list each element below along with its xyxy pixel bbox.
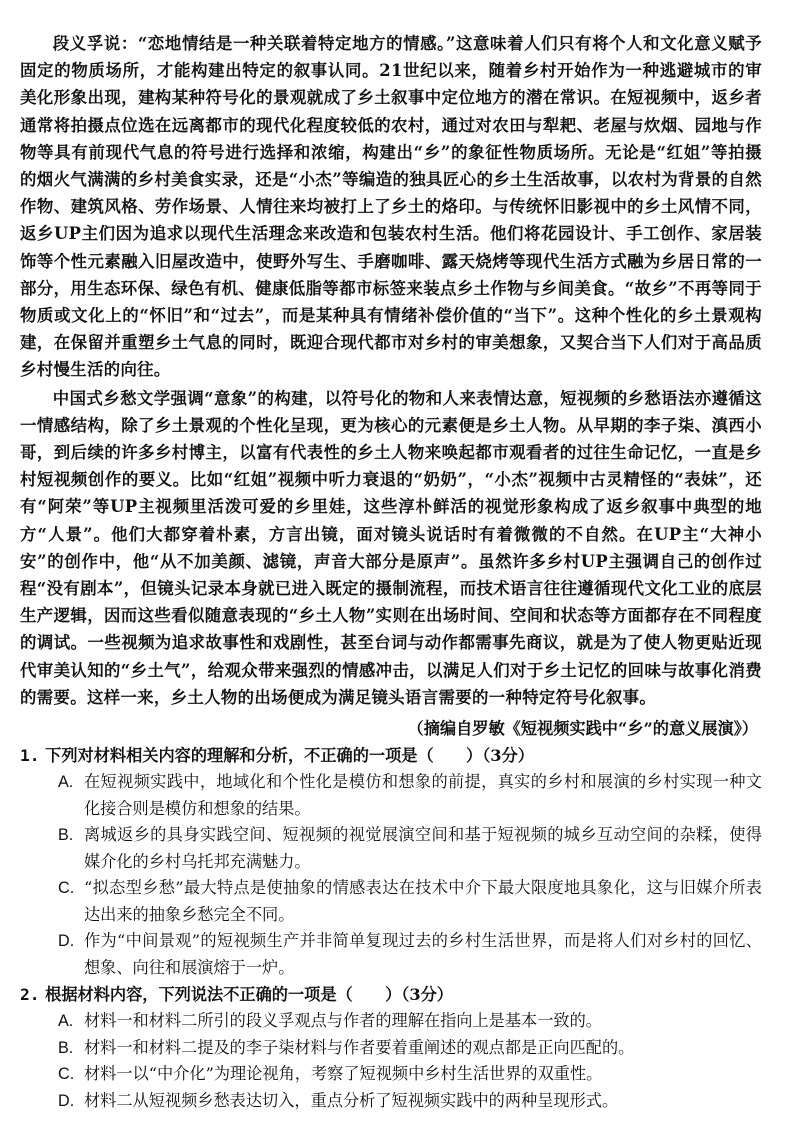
question-1-text: 下列对材料相关内容的理解和分析，不正确的一项是（ ）（3分） [45, 746, 534, 766]
question-1-option-d[interactable] [20, 928, 762, 981]
question-2-number: 2. [20, 985, 40, 1005]
option-letter: D. [58, 932, 75, 951]
question-1-number: 1. [20, 746, 40, 766]
option-text: 作为“中间景观”的短视频生产并非简单复现过去的乡村生活世界，而是将人们对乡村的回忆、想象、向往和展演熔于一炉。 [84, 931, 762, 977]
question-2-stem [20, 982, 762, 1008]
passage-paragraph-2: 中国式乡愁文学强调“意象”的构建，以符号化的物和人来表情达意，短视频的乡愁语法亦遵循这一情感结构，除了乡土景观的个性化呈现，更为核心的元素便是乡土人物。从早期的李子柒、滇西小哥，到后续的许多乡村博主，以富有代表性的乡土人物来唤起都市观看者的过往生命记忆，一直是乡村短视频创作的要义。比如“红姐”视频中听力衰退的“奶奶”，“小杰”视频中古灵精怪的“表妹”，还有“阿荣”等UP主视频里活泼可爱的乡里娃，这些淳朴鲜活的视觉形象构成了返乡叙事中典型的地方“人景”。他们大都穿着朴素，方言出镜，面对镜头说话时有着微微的不自然。在UP主“大神小安”的创作中，他“从不加美颜、滤镜，声音大部分是原声”。虽然许多乡村UP主强调自己的创作过程“没有剧本”，但镜头记录本身就已进入既定的摄制流程，而技术语言往往遵循现代文化工业的底层生产逻辑，因而这些看似随意表现的“乡土人物”实则在出场时间、空间和状态等方面都存在不同程度的调试。一些视频为追求故事性和戏剧性，甚至台词与动作都需事先商议，就是为了使人物更贴近现代审美认知的“乡土气”，给观众带来强烈的情感冲击，以满足人们对于乡土记忆的回味与故事化消费的需要。这样一来，乡土人物的出场便成为满足镜头语言需要的一种特定符号化叙事。 [20, 388, 762, 707]
option-text: 材料一以“中介化”为理论视角，考察了短视频中乡村生活世界的双重性。 [84, 1064, 603, 1084]
question-2 [20, 982, 762, 1114]
option-text: 材料一和材料二提及的李子柒材料与作者要着重阐述的观点都是正向匹配的。 [84, 1037, 635, 1057]
question-2-option-b[interactable] [20, 1035, 762, 1062]
reading-passage [20, 30, 762, 742]
option-text: “拟态型乡愁”最大特点是使抽象的情感表达在技术中介下最大限度地具象化，这与旧媒介所表达出来的抽象乡愁完全不同。 [84, 878, 762, 924]
option-letter: B. [58, 1038, 74, 1057]
passage-source: （摘编自罗敏《短视频实践中“乡”的意义展演》） [407, 719, 758, 739]
question-2-options [20, 1008, 762, 1114]
question-2-option-a[interactable] [20, 1008, 762, 1035]
option-text: 离城返乡的具身实践空间、短视频的视觉展演空间和基于短视频的城乡互动空间的杂糅，使得媒介化的乡村乌托邦充满魅力。 [84, 825, 762, 871]
option-text: 在短视频实践中，地域化和个性化是模仿和想象的前提，真实的乡村和展演的乡村实现一种文化接合则是模仿和想象的结果。 [84, 772, 762, 818]
question-2-text: 根据材料内容，下列说法不正确的一项是（ ）（3分） [45, 985, 453, 1005]
question-1-option-a[interactable] [20, 769, 762, 822]
question-1-option-b[interactable] [20, 822, 762, 875]
question-1-option-c[interactable] [20, 875, 762, 928]
passage-paragraph-1: 段义孚说：“恋地情结是一种关联着特定地方的情感。”这意味着人们只有将个人和文化意义赋予固定的物质场所，才能构建出特定的叙事认同。21世纪以来，随着乡村开始作为一种逃避城市的审美化形象出现，建构某种符号化的景观就成了乡土叙事中定位地方的潜在常识。在短视频中，返乡者通常将拍摄点位选在远离都市的现代化程度较低的农村，通过对农田与犁耙、老屋与炊烟、园地与作物等具有前现代气息的符号进行选择和浓缩，构建出“乡”的象征性物质场所。无论是“红姐”等拍摄的烟火气满满的乡村美食实录，还是“小杰”等编造的独具匠心的乡土生活故事，以农村为背景的自然作物、建筑风格、劳作场景、人情往来均被打上了乡土的烙印。与传统怀旧影视中的乡土风情不同，返乡UP主们因为追求以现代生活理念来改造和包装农村生活。他们将花园设计、手工创作、家居装饰等个性元素融入旧屋改造中，使野外写生、手磨咖啡、露天烧烤等现代生活方式融为乡居日常的一部分，用生态环保、绿色有机、健康低脂等都市标签来装点乡土作物与乡间美食。“故乡”不再等同于物质或文化上的“怀旧”和“过去”，而是某种具有情绪补偿价值的“当下”。这种个性化的乡土景观构建，在保留并重塑乡土气息的同时，既迎合现代都市对乡村的审美想象，又契合当下人们对于高品质乡村慢生活的向往。 [20, 34, 762, 380]
option-letter: B. [58, 826, 74, 845]
question-2-option-c[interactable] [20, 1061, 762, 1088]
question-1-options [20, 769, 762, 981]
option-letter: D. [58, 1091, 75, 1110]
question-1 [20, 743, 762, 981]
option-text: 材料二从短视频乡愁表达切入，重点分析了短视频实践中的两种呈现形式。 [84, 1090, 619, 1110]
question-2-option-d[interactable] [20, 1088, 762, 1115]
option-letter: A. [58, 773, 74, 792]
question-1-stem [20, 743, 762, 769]
option-letter: C. [58, 879, 75, 898]
option-text: 材料一和材料二所引的段义孚观点与作者的理解在指向上是基本一致的。 [84, 1011, 602, 1031]
option-letter: A. [58, 1012, 74, 1031]
option-letter: C. [58, 1065, 75, 1084]
